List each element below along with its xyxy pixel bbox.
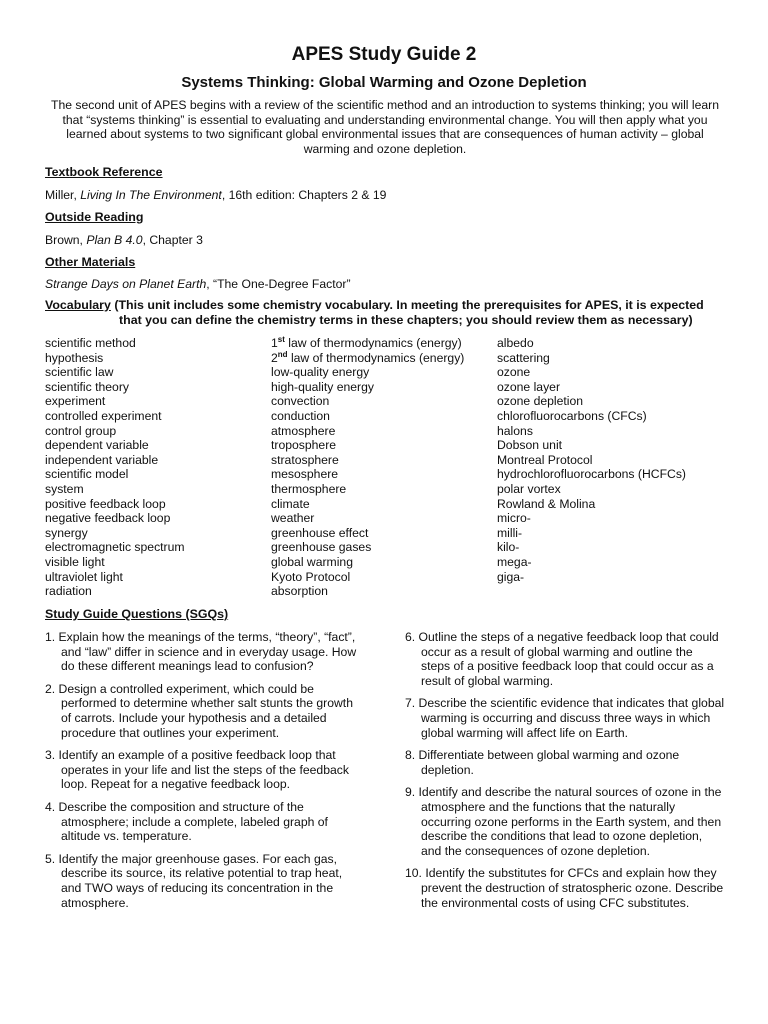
textbook-author: Miller, — [45, 188, 81, 202]
outside-reading — [45, 233, 203, 247]
outside-detail: , Chapter 3 — [142, 233, 203, 247]
vocabulary-term: scientific theory — [45, 379, 129, 394]
vocabulary-term: Kyoto Protocol — [271, 569, 351, 584]
study-question: 10. Identify the substitutes for CFCs and explain how they prevent the destruction of stratospheric ozone. Describe the environmental costs of using CFC substitutes. — [405, 866, 724, 910]
vocabulary-term: stratosphere — [271, 452, 339, 467]
vocabulary-term: giga- — [497, 569, 525, 584]
vocabulary-term: micro- — [497, 511, 531, 526]
questions-left-column — [45, 630, 363, 918]
vocabulary-term: troposphere — [271, 438, 337, 453]
vocabulary-label: Vocabulary — [45, 298, 111, 312]
vocabulary-term: global warming — [271, 554, 353, 569]
vocabulary-heading — [45, 298, 725, 328]
vocabulary-term: mega- — [497, 554, 532, 569]
vocabulary-term: Rowland & Molina — [497, 496, 596, 511]
vocabulary-column-1 — [45, 336, 185, 599]
vocabulary-term: system — [45, 481, 84, 496]
vocabulary-term: positive feedback loop — [45, 496, 166, 511]
vocabulary-term: conduction — [271, 408, 330, 423]
vocabulary-note-2: that you can define the chemistry terms in these chapters; you should review them as necessary) — [119, 313, 693, 327]
vocabulary-term: 1st law of thermodynamics (energy) — [271, 334, 462, 350]
vocabulary-term: 2nd law of thermodynamics (energy) — [271, 349, 465, 365]
vocabulary-term: ozone depletion — [497, 394, 584, 409]
questions-right-column — [405, 630, 725, 918]
vocabulary-term: polar vortex — [497, 481, 561, 496]
vocabulary-term: climate — [271, 496, 310, 511]
vocabulary-term: scientific law — [45, 365, 114, 380]
other-title: Strange Days on Planet Earth — [45, 277, 207, 291]
sgq-heading: Study Guide Questions (SGQs) — [45, 607, 229, 621]
vocabulary-term: Montreal Protocol — [497, 452, 593, 467]
vocabulary-term: milli- — [497, 525, 523, 540]
study-question: 8. Differentiate between global warming and ozone depletion. — [405, 748, 680, 777]
vocabulary-term: thermosphere — [271, 481, 347, 496]
vocabulary-term: scattering — [497, 350, 550, 365]
vocabulary-term: scientific method — [45, 336, 136, 350]
outside-author: Brown, — [45, 233, 87, 247]
page-subtitle: Systems Thinking: Global Warming and Ozone Depletion — [181, 74, 587, 91]
vocabulary-term: albedo — [497, 336, 534, 350]
vocabulary-term: ozone — [497, 365, 531, 380]
vocabulary-term: experiment — [45, 394, 106, 409]
study-question: 4. Describe the composition and structure of the atmosphere; include a complete, labeled graph of altitude vs. temperature. — [45, 799, 328, 844]
vocabulary-term: weather — [271, 511, 315, 526]
study-question: 7. Describe the scientific evidence that indicates that global warming is occurring and discuss three ways in which global warming will affect life on Earth. — [405, 696, 725, 740]
intro-paragraph: The second unit of APES begins with a review of the scientific method and an introduction to systems thinking; you will learn that “systems thinking” is essential to evaluating and understanding environmental change. You will then apply what you learned about systems to two significant global environmental issues that are consequences of human activity – global warming and ozone depletion. — [51, 98, 719, 156]
study-question: 6. Outline the steps of a negative feedback loop that could occur as a result of global warming and outline the steps of a positive feedback loop that could occur as a result of global warming. — [405, 630, 719, 688]
vocabulary-term: hypothesis — [45, 350, 104, 365]
vocabulary-term: synergy — [45, 525, 88, 540]
vocabulary-column-3 — [497, 336, 686, 584]
vocabulary-term: controlled experiment — [45, 408, 162, 423]
vocabulary-term: mesosphere — [271, 467, 339, 482]
study-question: 5. Identify the major greenhouse gases. For each gas, describe its source, its relative potential to trap heat, and TWO ways of reducing its concentration in the atmosphere. — [45, 851, 343, 910]
vocabulary-term: control group — [45, 423, 117, 438]
vocabulary-term: radiation — [45, 584, 92, 599]
vocabulary-term: electromagnetic spectrum — [45, 540, 185, 555]
vocabulary-term: negative feedback loop — [45, 511, 171, 526]
study-question: 2. Design a controlled experiment, which could be performed to determine whether salt stunts the growth of carrots. Include your hypothesis and a detailed procedure that outlines your experiment. — [45, 681, 353, 740]
vocabulary-term: halons — [497, 423, 533, 438]
other-detail: , “The One-Degree Factor” — [206, 277, 351, 291]
vocabulary-term: dependent variable — [45, 438, 149, 453]
study-question: 1. Explain how the meanings of the terms, “theory”, “fact”, and “law” differ in science and in everyday usage. How do these different meanings lead to confusion? — [45, 630, 357, 674]
vocabulary-term: ultraviolet light — [45, 569, 123, 584]
vocabulary-term: chlorofluorocarbons (CFCs) — [497, 408, 647, 423]
textbook-title: Living In The Environment — [80, 188, 222, 202]
study-question: 3. Identify an example of a positive feedback loop that operates in your life and list the steps of the feedback loop. Repeat for a negative feedback loop. — [45, 748, 349, 792]
vocabulary-column-2 — [271, 336, 464, 599]
vocabulary-term: scientific model — [45, 467, 129, 482]
textbook-reference — [45, 188, 386, 202]
vocabulary-term: low-quality energy — [271, 365, 370, 380]
other-materials — [45, 277, 351, 291]
outside-title: Plan B 4.0 — [86, 233, 143, 247]
textbook-heading: Textbook Reference — [45, 165, 163, 179]
vocabulary-note-1: (This unit includes some chemistry vocabulary. In meeting the prerequisites for APES, it is expected — [110, 298, 704, 312]
other-materials-heading: Other Materials — [45, 255, 136, 269]
vocabulary-term: greenhouse effect — [271, 525, 369, 540]
vocabulary-term: high-quality energy — [271, 379, 374, 394]
page-title: APES Study Guide 2 — [291, 44, 477, 65]
vocabulary-term: greenhouse gases — [271, 540, 372, 555]
study-question: 9. Identify and describe the natural sources of ozone in the atmosphere and the functions that the naturally occurring ozone performs in the Earth system, and then describe the conditions that lead to ozone depletion, and the consequences of ozone depletion. — [405, 785, 722, 858]
vocabulary-term: kilo- — [497, 540, 520, 555]
vocabulary-term: ozone layer — [497, 379, 561, 394]
vocabulary-term: visible light — [45, 554, 105, 569]
outside-reading-heading: Outside Reading — [45, 210, 144, 224]
vocabulary-term: absorption — [271, 584, 328, 599]
vocabulary-term: convection — [271, 394, 330, 409]
vocabulary-term: Dobson unit — [497, 438, 563, 453]
vocabulary-term: hydrochlorofluorocarbons (HCFCs) — [497, 467, 686, 482]
vocabulary-term: atmosphere — [271, 423, 336, 438]
textbook-detail: , 16th edition: Chapters 2 & 19 — [221, 188, 387, 202]
vocabulary-term: independent variable — [45, 452, 159, 467]
